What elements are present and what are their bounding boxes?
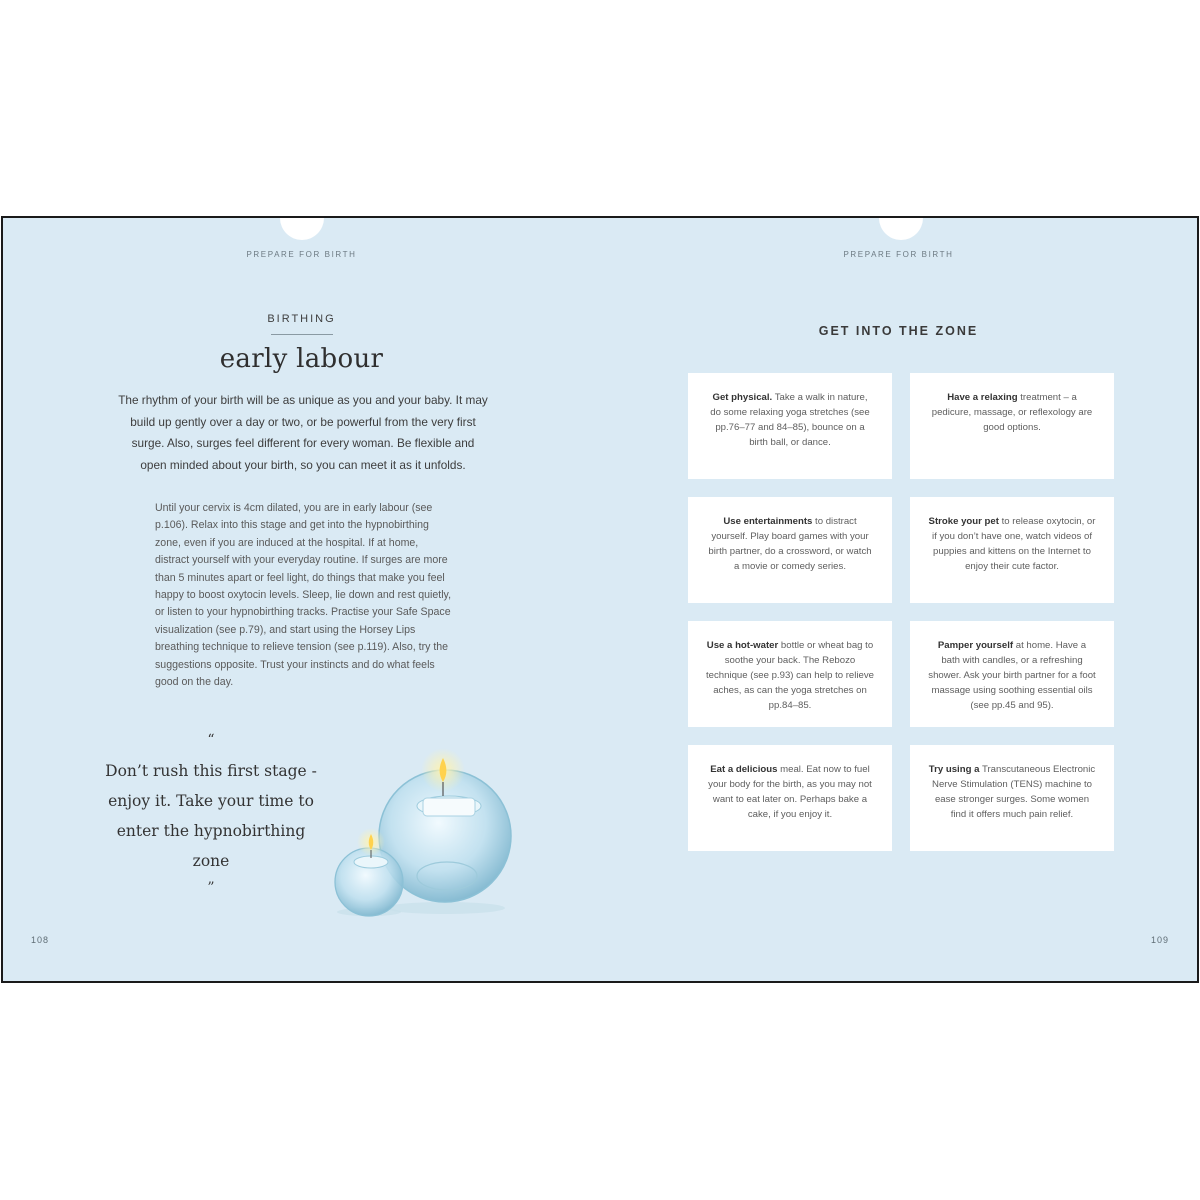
- page-tab: [280, 216, 324, 240]
- tip-card: [688, 621, 892, 727]
- tip-lead: Get physical.: [712, 392, 773, 403]
- running-head: PREPARE FOR BIRTH: [843, 250, 954, 259]
- tip-text: at home. Have a bath with candles, or a refreshing shower. Ask your birth partner for a foot massage using soothing essential oils (see pp.45 and 95).: [928, 640, 1096, 711]
- tip-lead: Have a relaxing: [947, 392, 1018, 403]
- tip-text: bottle or wheat bag to soothe your back. The Rebozo technique (see p.93) can help to relieve aches, as can the yoga stretches on pp.84–85.: [706, 640, 874, 711]
- quote-open-mark: “: [207, 732, 215, 748]
- body-paragraph: Until your cervix is 4cm dilated, you are in early labour (see p.106). Relax into this stage and get into the hypnobirthing zone, even if you are induced at the hospital. If at home, distract yourself with your everyday routine. If surges are more than 5 minutes apart or feel light, do things that make you feel happy to boost oxytocin levels. Sleep, lie down and rest quietly, or listen to your hypnobirthing tracks. Practise your Safe Space visualization (see p.79), and start using the Horsey Lips breathing technique to relieve tension (see p.119). Also, try the suggestions opposite. Trust your instincts and do what feels good on the day.: [155, 502, 452, 689]
- tip-card: [910, 373, 1114, 479]
- pull-quote: Don’t rush this first stage - enjoy it. Take your time to enter the hypnobirthing zone: [105, 762, 317, 870]
- tip-lead: Pamper yourself: [937, 640, 1014, 651]
- book-spread: [1, 216, 1199, 983]
- tip-lead: Use a hot-water: [706, 640, 779, 651]
- tip-card: [688, 497, 892, 603]
- right-page: [600, 218, 1197, 981]
- left-page: [3, 218, 600, 981]
- tip-card: [688, 373, 892, 479]
- tip-lead: Stroke your pet: [928, 516, 999, 527]
- section-divider: [271, 334, 333, 335]
- tip-text: to distract yourself. Play board games with your birth partner, do a crossword, or watch a movie or comedy series.: [708, 516, 872, 572]
- page-number: 109: [1150, 935, 1169, 945]
- tip-text: Take a walk in nature, do some relaxing yoga stretches (see pp.76–77 and 84–85), bounce on a birth ball, or dance.: [710, 392, 870, 448]
- quote-close-mark: ”: [207, 880, 215, 896]
- section-heading: GET INTO THE ZONE: [818, 324, 979, 338]
- page-tab: [879, 216, 923, 240]
- tip-text: to release oxytocin, or if you don’t have one, watch videos of puppies and kittens on the Internet to enjoy their cute factor.: [932, 516, 1096, 572]
- page-title: early labour: [219, 344, 384, 374]
- tips-grid: [688, 373, 1114, 851]
- tip-lead: Try using a: [928, 764, 980, 775]
- glass-tealight-candles-icon: [323, 738, 523, 918]
- tip-text: treatment – a pedicure, massage, or reflexology are good options.: [931, 392, 1093, 433]
- page-number: 108: [31, 935, 50, 945]
- tip-lead: Use entertainments: [723, 516, 813, 527]
- tip-text: meal. Eat now to fuel your body for the birth, as you may not want to eat later on. Perhaps bake a cake, if you enjoy it.: [708, 764, 872, 820]
- tip-card: [688, 745, 892, 851]
- tip-card: [910, 497, 1114, 603]
- tip-text: Transcutaneous Electronic Nerve Stimulation (TENS) machine to ease stronger surges. Some women find it offers much pain relief.: [932, 764, 1096, 820]
- section-tag: BIRTHING: [267, 313, 336, 325]
- intro-paragraph: The rhythm of your birth will be as unique as you and your baby. It may build up gently over a day or two, or be powerful from the very first surge. Also, surges feel different for every woman. Be flexible and open minded about your birth, so you can meet it as it unfolds.: [118, 393, 488, 472]
- running-head: PREPARE FOR BIRTH: [246, 250, 357, 259]
- tip-card: [910, 745, 1114, 851]
- tip-card: [910, 621, 1114, 727]
- tip-lead: Eat a delicious: [710, 764, 778, 775]
